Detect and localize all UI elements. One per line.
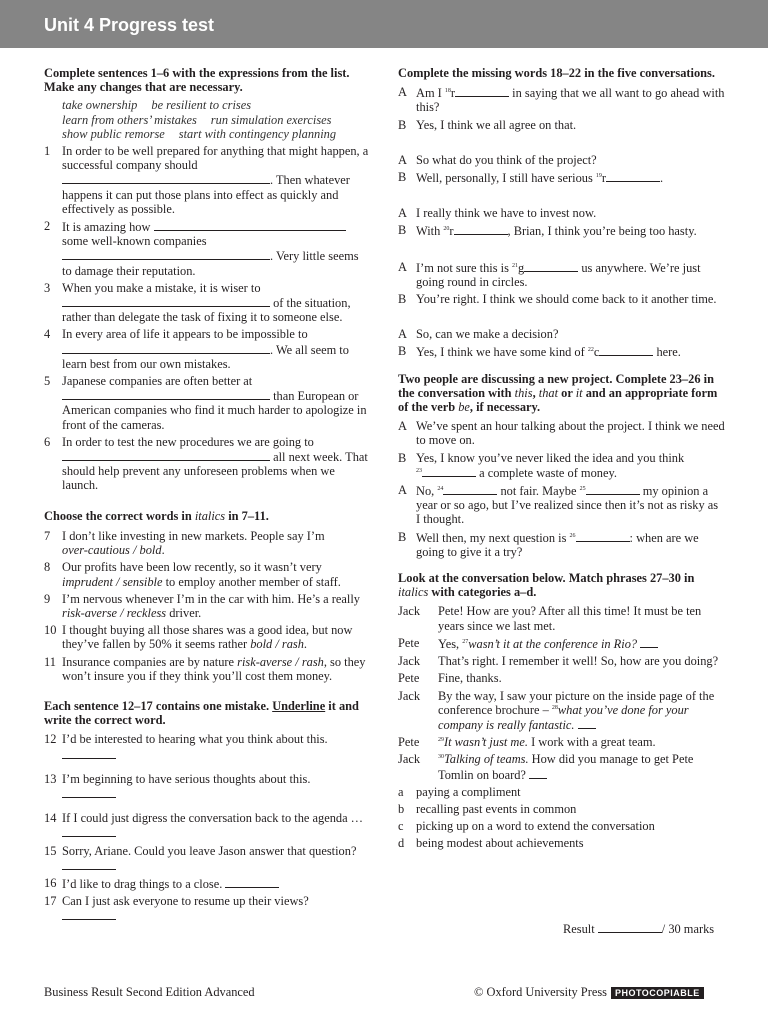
speaker-label: Pete [398, 735, 420, 750]
question-number: 15 [44, 843, 57, 858]
question-number: 5 [44, 374, 51, 389]
speaker-label: A [398, 327, 407, 342]
speaker-label: Jack [398, 688, 421, 703]
bank-item: take ownership [62, 98, 138, 113]
result-marks: / 30 marks [661, 922, 715, 936]
question-7: 7 I don’t like investing in new markets. People say I’m over-cautious / bold. [44, 528, 325, 558]
speaker-label: A [398, 206, 407, 221]
question-text[interactable]: I’d be interested to hearing what you think about this. [62, 732, 328, 747]
question-text: Insurance companies are by nature [62, 654, 235, 669]
category-c: c picking up on a word to extend the conversation [398, 819, 655, 834]
choice-options[interactable]: imprudent / sensible [62, 574, 163, 589]
answer-blank-28[interactable] [578, 717, 596, 729]
answer-blank-5[interactable] [62, 388, 270, 400]
footer-left: Business Result Second Edition Advanced [44, 985, 255, 999]
question-number: 17 [44, 894, 57, 909]
result-blank[interactable] [598, 921, 662, 933]
speaker-label: B [398, 529, 407, 544]
speaker-label: Jack [398, 752, 421, 767]
speaker-label: Pete [398, 635, 420, 650]
speaker-label: A [398, 85, 407, 100]
question-text: Japanese companies are often better at [62, 374, 253, 389]
conversation-3-line-a: A I really think we have to invest now. [398, 206, 597, 221]
question-16 [44, 876, 370, 891]
footer-right [474, 985, 704, 1000]
right-column [398, 66, 725, 851]
question-text[interactable]: Can I just ask everyone to resume up their views? [62, 894, 309, 909]
speaker-label: B [398, 170, 407, 185]
conversation-2-line-a: A So what do you think of the project? [398, 152, 597, 167]
question-5 [44, 374, 370, 432]
question-number: 10 [44, 623, 57, 638]
question-text: of the situation, rather than delegate the task of fixing it to someone else. [62, 296, 351, 325]
answer-blank-1[interactable] [62, 172, 270, 184]
section5-instruction: Two people are discussing a new project. Complete 23–26 in the conversation with this, that or it and an appropriate form of the verb be, if necessary. [398, 371, 718, 415]
answer-blank-16[interactable] [225, 876, 279, 888]
question-text: In order to be well prepared for anything that might happen, a successful company should [62, 144, 369, 173]
conversation-1-line-b: B Yes, I think we all agree on that. [398, 117, 577, 132]
conversation-4-line-a: A I’m not sure this is $^{21}$g us anywhere. We’re just going round in circles. [398, 259, 701, 289]
section2-instruction: Choose the correct words in italics in 7–11. [44, 508, 269, 523]
dialogue-line-3: Jack That’s right. I remember it well! So, how are you doing? [398, 654, 719, 669]
conversation-5-line-b: B Yes, I think we have some kind of $^{22}$c here. [398, 344, 681, 360]
answer-blank-13[interactable] [62, 786, 116, 798]
answer-blank-23[interactable] [422, 465, 476, 477]
result-score [563, 921, 714, 936]
question-text[interactable]: Sorry, Ariane. Could you leave Jason answer that question? [62, 843, 357, 858]
question-text: all next week. That should help prevent any unforeseen problems when we launch. [62, 450, 368, 493]
header-banner [0, 0, 768, 48]
question-number: 12 [44, 732, 57, 747]
question-number: 2 [44, 219, 51, 234]
question-text: It is amazing how [62, 220, 151, 235]
section1-instruction: Complete sentences 1–6 with the expressions from the list. Make any changes that are necessary. [44, 66, 350, 95]
project-line-4: B Well then, my next question is $^{26}$ : when are we going to give it a try? [398, 529, 699, 559]
question-number: 11 [44, 654, 56, 669]
speaker-label: A [398, 419, 407, 434]
answer-blank-22[interactable] [599, 344, 653, 356]
question-text: I’m nervous whenever I’m in the car with him. He’s a really [62, 591, 360, 606]
question-number: 13 [44, 771, 57, 786]
photocopiable-badge: PHOTOCOPIABLE [611, 987, 704, 999]
question-number: 3 [44, 280, 51, 295]
answer-blank-18[interactable] [455, 85, 509, 97]
answer-blank-12[interactable] [62, 747, 116, 759]
dialogue-line-2: Pete Yes, $^{27}$wasn’t it at the conference in Rio? [398, 636, 725, 651]
conversation-4-line-b: B You’re right. I think we should come back to it another time. [398, 292, 717, 307]
question-text: some well-known companies [62, 234, 207, 249]
question-text: . Very little seems to damage their reputation. [62, 249, 359, 278]
dialogue-line-1: Jack Pete! How are you? After all this time! It must be ten years since we last met. [398, 604, 702, 633]
question-text: In order to test the new procedures we are going to [62, 434, 314, 449]
question-number: 4 [44, 327, 51, 342]
answer-blank-26[interactable] [576, 530, 630, 542]
question-number: 7 [44, 528, 51, 543]
section4-instruction: Complete the missing words 18–22 in the five conversations. [398, 66, 715, 80]
choice-options[interactable]: bold / rash [250, 637, 304, 652]
answer-blank-14[interactable] [62, 825, 116, 837]
question-text[interactable]: If I could just digress the conversation back to the agenda … [62, 811, 364, 826]
question-13 [44, 772, 370, 801]
answer-blank-2a[interactable] [154, 219, 346, 231]
dialogue-line-6: Pete $^{29}$It wasn’t just me. I work with a great team. [398, 735, 656, 750]
project-line-1: A We’ve spent an hour talking about the project. I think we need to move on. [398, 419, 725, 448]
result-label: Result [563, 922, 595, 936]
answer-blank-15[interactable] [62, 858, 116, 870]
speaker-label: A [398, 483, 407, 498]
question-14 [44, 811, 370, 840]
answer-blank-6[interactable] [62, 449, 270, 461]
question-number: 1 [44, 144, 51, 159]
category-a: a paying a compliment [398, 784, 521, 799]
answer-blank-27[interactable] [640, 636, 658, 648]
answer-blank-21[interactable] [524, 260, 578, 272]
choice-options[interactable]: risk-averse / rash [237, 654, 324, 669]
question-text: Our profits have been low recently, so it wasn’t very [62, 560, 322, 575]
question-text[interactable]: I’m beginning to have serious thoughts about this. [62, 771, 311, 786]
answer-blank-2b[interactable] [62, 248, 270, 260]
category-b: b recalling past events in common [398, 801, 577, 816]
speaker-label: Jack [398, 604, 421, 619]
answer-blank-17[interactable] [62, 908, 116, 920]
speaker-label: B [398, 344, 407, 359]
question-3 [44, 281, 370, 325]
bank-item: learn from others’ mistakes [62, 112, 197, 127]
question-number: 6 [44, 434, 51, 449]
speaker-label: Pete [398, 671, 420, 686]
question-text: When you make a mistake, it is wiser to [62, 280, 261, 295]
bank-item: show public remorse [62, 126, 165, 141]
section6-instruction: Look at the conversation below. Match phrases 27–30 in italics with categories a–d. [398, 571, 695, 600]
project-line-2: B Yes, I know you’ve never liked the idea and you think $^{23}$ a complete waste of money. [398, 450, 685, 480]
conversation-3-line-b: B With $^{20}$r , Brian, I think you’re being too hasty. [398, 223, 697, 239]
choice-options[interactable]: over-cautious / bold [62, 543, 162, 558]
question-number: 16 [44, 875, 57, 890]
answer-blank-3[interactable] [62, 295, 270, 307]
dialogue-line-4: Pete Fine, thanks. [398, 671, 502, 686]
dialogue-line-5: Jack By the way, I saw your picture on the inside page of the conference brochure – $^{28}$what you’ve done for your company is really fantastic. [398, 688, 715, 732]
question-text: In every area of life it appears to be impossible to [62, 327, 308, 342]
answer-blank-20[interactable] [454, 223, 508, 235]
question-number: 14 [44, 811, 57, 826]
question-text: . We all seem to learn best from our own mistakes. [62, 342, 349, 371]
question-9: 9 I’m nervous whenever I’m in the car with him. He’s a really risk-averse / reckless driver. [44, 591, 360, 620]
question-1 [44, 144, 370, 216]
speaker-label: B [398, 292, 407, 307]
bank-item: start with contingency planning [178, 126, 337, 141]
question-8: 8 Our profits have been low recently, so it wasn’t very imprudent / sensible to employ another member of staff. [44, 560, 341, 589]
left-column [44, 66, 370, 924]
question-text: than European or American companies who find it much harder to apologize in front of the cameras. [62, 389, 367, 432]
question-12 [44, 732, 370, 761]
conversation-2-line-b: B Well, personally, I still have serious $^{19}$r . [398, 170, 664, 186]
question-number: 9 [44, 591, 51, 606]
page-title: Unit 4 Progress test [44, 15, 215, 35]
question-10: 10 I thought buying all those shares was a good idea, but now they’ve fallen by 50% it seems rather bold / rash. [44, 623, 353, 652]
dialogue-line-7: Jack $^{30}$Talking of teams. How did you manage to get Pete Tomlin on board? [398, 752, 694, 782]
question-text: I thought buying all those shares was a good idea, but now they’ve fallen by 50% it seems rather [62, 623, 353, 652]
question-number: 8 [44, 560, 51, 575]
choice-options[interactable]: risk-averse / reckless [62, 605, 167, 620]
conversation-1-line-a: A Am I $^{18}$r in saying that we all want to go ahead with this? [398, 85, 725, 115]
speaker-label: B [398, 223, 407, 238]
category-d: d being modest about achievements [398, 836, 584, 851]
question-text: I don’t like investing in new markets. People say I’m [62, 528, 325, 543]
question-17 [44, 894, 370, 923]
question-text[interactable]: I’d like to drag things to a close. [62, 876, 223, 891]
speaker-label: B [398, 450, 407, 465]
question-4 [44, 327, 370, 371]
answer-blank-24[interactable] [443, 483, 497, 495]
question-11: 11 Insurance companies are by nature risk-averse / rash, so they won’t insure you if they think you’ll cost them money. [44, 654, 366, 683]
question-15 [44, 844, 370, 873]
question-6 [44, 435, 370, 493]
section3-instruction: Each sentence 12–17 contains one mistake. Underline it and write the correct word. [44, 698, 359, 728]
bank-item: be resilient to crises [151, 98, 252, 113]
answer-blank-25[interactable] [586, 483, 640, 495]
speaker-label: Jack [398, 654, 421, 669]
answer-blank-4[interactable] [62, 342, 270, 354]
question-2 [44, 219, 370, 278]
copyright: © Oxford University Press [474, 985, 607, 999]
answer-blank-19[interactable] [606, 170, 660, 182]
speaker-label: A [398, 152, 407, 167]
question-text: . Then whatever happens it can put those plans into effect as quickly and effectively as possible. [62, 173, 350, 216]
project-line-3: A No, $^{24}$ not fair. Maybe $^{25}$ my opinion a year or so ago, but I’ve realized since then it’s not as risky as I thought. [398, 483, 719, 527]
answer-blank-30[interactable] [529, 767, 547, 779]
expression-bank [62, 98, 370, 141]
speaker-label: A [398, 259, 407, 274]
conversation-5-line-a: A So, can we make a decision? [398, 327, 559, 342]
speaker-label: B [398, 117, 407, 132]
bank-item: run simulation exercises [210, 112, 332, 127]
